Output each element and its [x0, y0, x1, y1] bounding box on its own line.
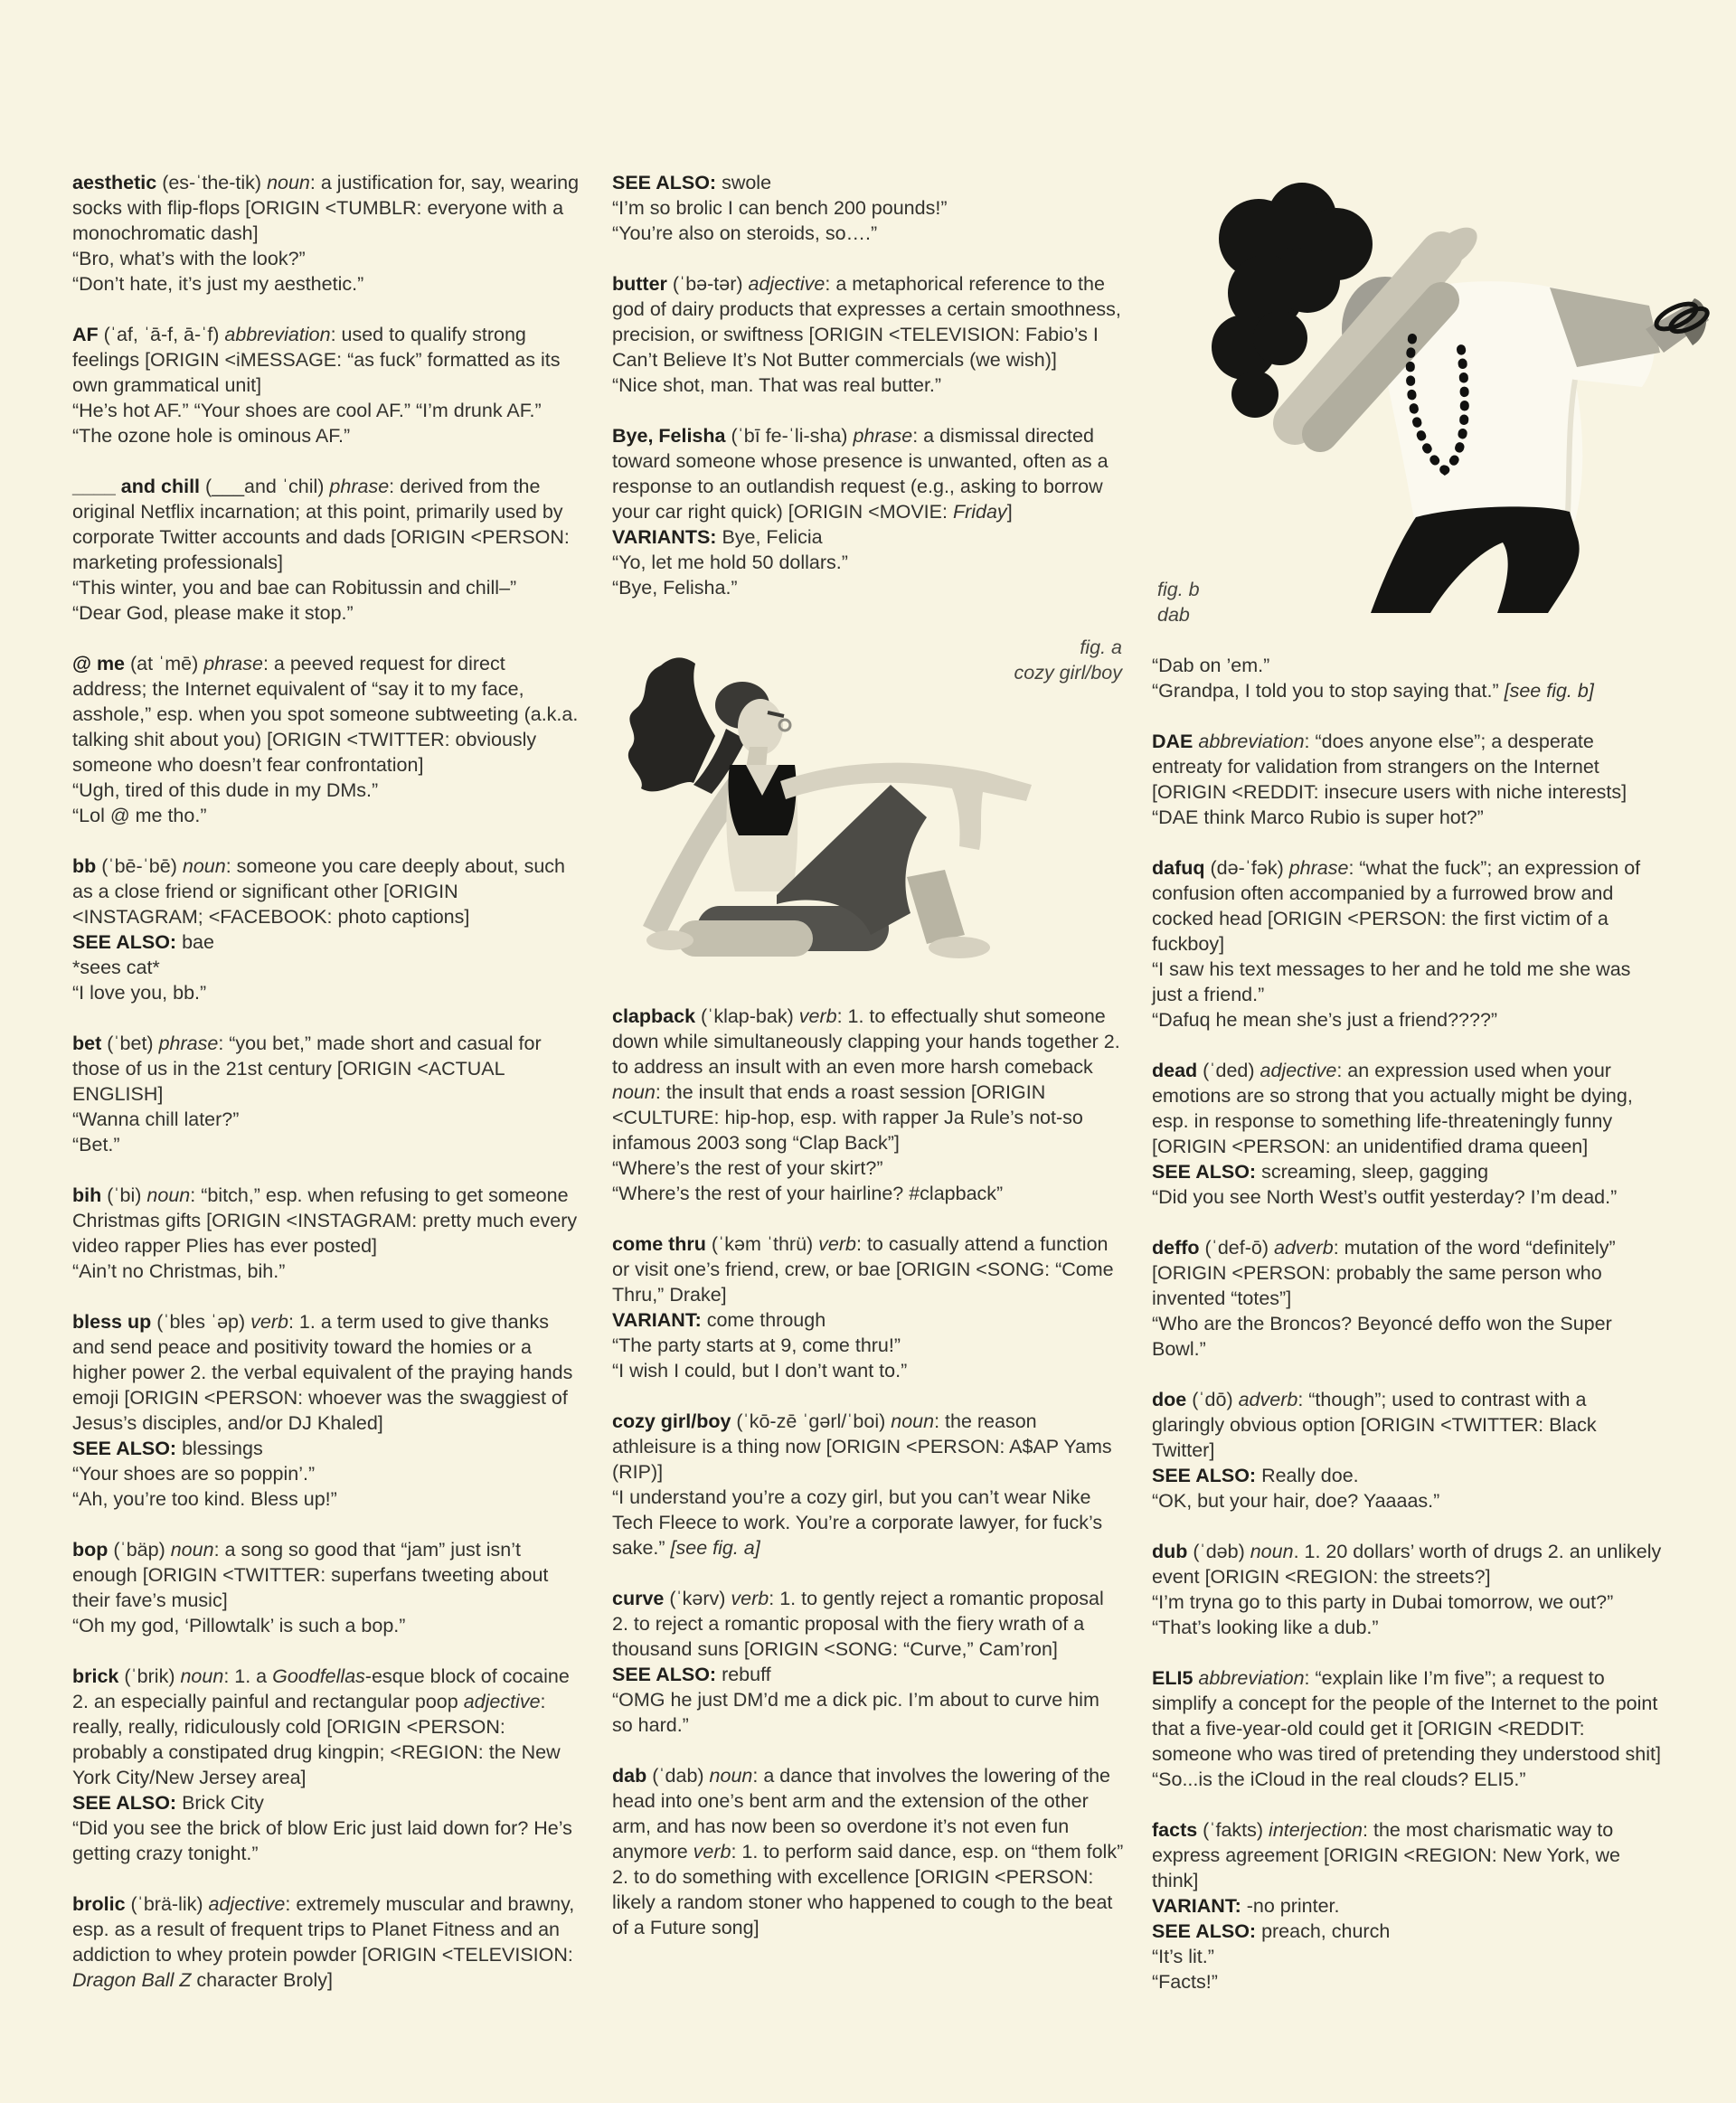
- entry-dub: [1152, 1539, 1664, 1640]
- entry-definition: bih (ˈbi) noun: “bitch,” esp. when refusing to get someone Christmas gifts [ORIGIN <INSTAGRAM: pretty much every video rapper Plies has ever posted]: [72, 1184, 578, 1257]
- entry-dab: [612, 1763, 1124, 1940]
- entry-line: “I’m so brolic I can bench 200 pounds!”: [612, 197, 948, 219]
- entry-definition: come thru (ˈkəm ˈthrü) verb: to casually attend a function or visit one’s friend, crew, or bae [ORIGIN <SONG: “Come Thru,” Drake]: [612, 1233, 1114, 1306]
- entry-dab-continued: [1152, 653, 1664, 703]
- entry-line: SEE ALSO: blessings: [72, 1438, 263, 1459]
- entry-line: “Bye, Felisha.”: [612, 577, 738, 599]
- entry-line: “So...is the iCloud in the real clouds? ELI5.”: [1152, 1768, 1526, 1790]
- entry-bop: [72, 1537, 584, 1638]
- entry-definition: ELI5 abbreviation: “explain like I’m five”; a request to simplify a concept for the people of the Internet to the point that a five-year-old could get it [ORIGIN <REDDIT: someone who was tired of pretending they understood shit]: [1152, 1667, 1661, 1765]
- entry-definition: curve (ˈkərv) verb: 1. to gently reject a romantic proposal 2. to reject a romantic proposal with the fiery wrath of a thousand suns [ORIGIN <SONG: “Curve,” Cam’ron]: [612, 1588, 1104, 1660]
- entry-line: SEE ALSO: rebuff: [612, 1664, 771, 1685]
- entry-line: SEE ALSO: bae: [72, 931, 214, 953]
- entry-dafuq: [1152, 855, 1664, 1033]
- cozy-girl-illustration: [599, 649, 1088, 971]
- entry-line: “Who are the Broncos? Beyoncé deffo won the Super Bowl.”: [1152, 1313, 1612, 1360]
- entry-brick: [72, 1664, 584, 1866]
- entry-definition: Bye, Felisha (ˈbī fe-ˈli-sha) phrase: a dismissal directed toward someone whose presence is unwanted, often as a response to an outlandish request (e.g., asking to borrow your car right quick) [ORIGIN <MOVIE: Friday]: [612, 425, 1109, 523]
- entry-definition: dead (ˈded) adjective: an expression used when your emotions are so strong that you actually might be dying, esp. in response to something life-threateningly funny [ORIGIN <PERSON: an unidentified drama queen]: [1152, 1060, 1633, 1157]
- entry-definition: brick (ˈbrik) noun: 1. a Goodfellas-esque block of cocaine 2. an especially painful and rectangular poop adjective: really, really, ridiculously cold [ORIGIN <PERSON: probably a constipated drug kingpin; <REGION: the New York City/New Jersey area]: [72, 1665, 570, 1788]
- entry-line: SEE ALSO: preach, church: [1152, 1920, 1391, 1942]
- entry-line: “You’re also on steroids, so….”: [612, 222, 878, 244]
- entry-line: SEE ALSO: Brick City: [72, 1792, 264, 1814]
- entry-definition: butter (ˈbə-tər) adjective: a metaphorical reference to the god of dairy products that expresses a certain smoothness, precision, or swiftness [ORIGIN <TELEVISION: Fabio’s I Can’t Believe It’s Not Butter commercials (we wish)]: [612, 273, 1121, 371]
- entry-deffo: [1152, 1235, 1664, 1362]
- entry-definition: dub (ˈdəb) noun. 1. 20 dollars’ worth of drugs 2. an unlikely event [ORIGIN <REGION: the streets?]: [1152, 1541, 1662, 1588]
- entry-line: “OK, but your hair, doe? Yaaaas.”: [1152, 1490, 1440, 1512]
- entry-line: SEE ALSO: Really doe.: [1152, 1465, 1359, 1486]
- entry-line: “That’s looking like a dub.”: [1152, 1617, 1379, 1638]
- entry-line: “I love you, bb.”: [72, 982, 207, 1004]
- entry-line: “I wish I could, but I don’t want to.”: [612, 1360, 908, 1382]
- column-2: [612, 170, 1124, 1966]
- entry-line: “DAE think Marco Rubio is super hot?”: [1152, 806, 1484, 828]
- figure-a-label: fig. a: [1080, 637, 1122, 658]
- entry-definition: deffo (ˈdef-ō) adverb: mutation of the word “definitely” [ORIGIN <PERSON: probably the same person who invented “totes”]: [1152, 1237, 1616, 1309]
- entry-definition: clapback (ˈklap-bak) verb: 1. to effectually shut someone down while simultaneously clapping your hands together 2. to address an insult with an even more harsh comeback noun: the insult that ends a roast session [ORIGIN <CULTURE: hip-hop, esp. with rapper Ja Rule’s not-so infamous 2003 song “Clap Back”]: [612, 1005, 1120, 1154]
- entry-at-me: [72, 651, 584, 828]
- entry-line: “Dear God, please make it stop.”: [72, 602, 354, 624]
- figure-a-cozy-girl: [612, 626, 1124, 980]
- entry-and-chill: [72, 474, 584, 626]
- entry-line: “Don’t hate, it’s just my aesthetic.”: [72, 273, 364, 295]
- entry-line: “Where’s the rest of your hairline? #clapback”: [612, 1183, 1004, 1204]
- entry-doe: [1152, 1387, 1664, 1514]
- entry-line: “I understand you’re a cozy girl, but you can’t wear Nike Tech Fleece to work. You’re a corporate lawyer, for fuck’s sake.” [see fig. a]: [612, 1486, 1103, 1559]
- entry-line: “The party starts at 9, come thru!”: [612, 1334, 901, 1356]
- figure-b-caption-text: dab: [1157, 604, 1190, 626]
- entry-line: “The ozone hole is ominous AF.”: [72, 425, 351, 447]
- figure-b-label: fig. b: [1157, 579, 1200, 600]
- entry-line: “Ugh, tired of this dude in my DMs.”: [72, 779, 379, 801]
- entry-aesthetic: [72, 170, 584, 297]
- entry-cozy-girl-boy: [612, 1409, 1124, 1561]
- entry-line: “I saw his text messages to her and he told me she was just a friend.”: [1152, 958, 1631, 1005]
- entry-definition: doe (ˈdō) adverb: “though”; used to contrast with a glaringly obvious option [ORIGIN <TWITTER: Black Twitter]: [1152, 1389, 1597, 1461]
- entry-definition: cozy girl/boy (ˈkō-zē ˈgərl/ˈboi) noun: the reason athleisure is a thing now [ORIGIN <PERSON: A$AP Yams (RIP)]: [612, 1410, 1112, 1483]
- entry-definition: dafuq (də-ˈfək) phrase: “what the fuck”; an expression of confusion often accompanied by a furrowed brow and cocked head [ORIGIN <PERSON: the first victim of a fuckboy]: [1152, 857, 1641, 955]
- entry-line: “Wanna chill later?”: [72, 1108, 240, 1130]
- entry-line: “Your shoes are so poppin’.”: [72, 1463, 316, 1485]
- entry-line: “Lol @ me tho.”: [72, 805, 207, 826]
- entry-definition: @ me (at ˈmē) phrase: a peeved request for direct address; the Internet equivalent of “say it to my face, asshole,” esp. when you spot someone subtweeting (a.k.a. talking shit about you) [ORIGIN <TWITTER: obviously someone who doesn’t fear confrontation]: [72, 653, 579, 776]
- entry-definition: bb (ˈbē-ˈbē) noun: someone you care deeply about, such as a close friend or significant other [ORIGIN <INSTAGRAM; <FACEBOOK: photo captions]: [72, 855, 565, 928]
- entry-line: “Yo, let me hold 50 dollars.”: [612, 552, 848, 573]
- entry-bless-up: [72, 1309, 584, 1512]
- entry-definition: bless up (ˈbles ˈəp) verb: 1. a term used to give thanks and send peace and positivity toward the homies or a higher power 2. the verbal equivalent of the praying hands emoji [ORIGIN <PERSON: whoever was the swaggiest of Jesus’s disciples, and/or DJ Khaled]: [72, 1311, 573, 1434]
- entry-eli5: [1152, 1665, 1664, 1792]
- entry-line: VARIANT: come through: [612, 1309, 826, 1331]
- entry-clapback: [612, 1004, 1124, 1206]
- entry-line: “Facts!”: [1152, 1971, 1218, 1993]
- entry-line: “Nice shot, man. That was real butter.”: [612, 374, 942, 396]
- entry-line: VARIANT: -no printer.: [1152, 1895, 1340, 1917]
- dab-illustration: [1143, 152, 1712, 613]
- entry-line: “Bro, what’s with the look?”: [72, 248, 306, 269]
- entry-line: “This winter, you and bae can Robitussin and chill–”: [72, 577, 517, 599]
- entry-af: [72, 322, 584, 448]
- figure-a-caption-text: cozy girl/boy: [1014, 662, 1122, 684]
- entry-dead: [1152, 1058, 1664, 1210]
- entry-line: “Did you see North West’s outfit yesterday? I’m dead.”: [1152, 1186, 1618, 1208]
- entry-line: “Ain’t no Christmas, bih.”: [72, 1260, 286, 1282]
- entry-definition: AF (ˈaf, ˈā-f, ā-ˈf) abbreviation: used to qualify strong feelings [ORIGIN <iMESSAGE: “as fuck” formatted as its own grammatical unit]: [72, 324, 561, 396]
- entry-come-thru: [612, 1231, 1124, 1383]
- entry-curve: [612, 1586, 1124, 1738]
- entry-brolic: [72, 1891, 584, 1993]
- entry-line: VARIANTS: Bye, Felicia: [612, 526, 823, 548]
- entry-line: SEE ALSO: screaming, sleep, gagging: [1152, 1161, 1489, 1183]
- entry-definition: ____ and chill (___and ˈchil) phrase: derived from the original Netflix incarnation; at this point, primarily used by corporate Twitter accounts and dads [ORIGIN <PERSON: marketing professionals]: [72, 476, 570, 573]
- column-3: [1152, 170, 1664, 2020]
- entry-definition: DAE abbreviation: “does anyone else”; a desperate entreaty for validation from strangers on the Internet [ORIGIN <REDDIT: insecure users with niche interests]: [1152, 731, 1628, 803]
- entry-dae: [1152, 729, 1664, 830]
- entry-brolic-continued: [612, 170, 1124, 246]
- entry-definition: brolic (ˈbrä-lik) adjective: extremely muscular and brawny, esp. as a result of frequent trips to Planet Fitness and an addiction to whey protein powder [ORIGIN <TELEVISION: Dragon Ball Z character Broly]: [72, 1893, 575, 1991]
- entry-bb: [72, 853, 584, 1005]
- entry-line: “It’s lit.”: [1152, 1946, 1214, 1967]
- entry-definition: bop (ˈbäp) noun: a song so good that “jam” just isn’t enough [ORIGIN <TWITTER: superfans tweeting about their fave’s music]: [72, 1539, 549, 1611]
- entry-line: *sees cat*: [72, 957, 160, 978]
- entry-bet: [72, 1031, 584, 1157]
- entry-bih: [72, 1183, 584, 1284]
- entry-definition: dab (ˈdab) noun: a dance that involves the lowering of the head into one’s bent arm and the extension of the other arm, and has now been so overdone it’s not even fun anymore verb: 1. to perform said dance, esp. on “them folk” 2. to do something with excellence [ORIGIN <PERSON: likely a random stoner who happened to cough to the beat of a Future song]: [612, 1765, 1124, 1938]
- entry-line: “Grandpa, I told you to stop saying that.” [see fig. b]: [1152, 680, 1594, 702]
- entry-definition: facts (ˈfakts) interjection: the most charismatic way to express agreement [ORIGIN <REGION: New York, we think]: [1152, 1819, 1620, 1891]
- entry-line: “Dafuq he mean she’s just a friend????”: [1152, 1009, 1498, 1031]
- entry-line: “Bet.”: [72, 1134, 120, 1155]
- entry-line: “I’m tryna go to this party in Dubai tomorrow, we out?”: [1152, 1591, 1614, 1613]
- entry-line: “Where’s the rest of your skirt?”: [612, 1157, 883, 1179]
- entry-facts: [1152, 1817, 1664, 1995]
- entry-line: “Ah, you’re too kind. Bless up!”: [72, 1488, 337, 1510]
- entry-line: “Did you see the brick of blow Eric just laid down for? He’s getting crazy tonight.”: [72, 1817, 572, 1864]
- entry-bye-felisha: [612, 423, 1124, 600]
- entry-line: “OMG he just DM’d me a dick pic. I’m about to curve him so hard.”: [612, 1689, 1099, 1736]
- entry-definition: aesthetic (es-ˈthe-tik) noun: a justification for, say, wearing socks with flip-flops [ORIGIN <TUMBLR: everyone with a monochromatic dash]: [72, 172, 580, 244]
- entry-butter: [612, 271, 1124, 398]
- figure-b-dab: [1152, 170, 1664, 633]
- entry-definition: bet (ˈbet) phrase: “you bet,” made short and casual for those of us in the 21st century [ORIGIN <ACTUAL ENGLISH]: [72, 1033, 542, 1105]
- entry-line: SEE ALSO: swole: [612, 172, 772, 193]
- entry-line: “Oh my god, ‘Pillowtalk’ is such a bop.”: [72, 1615, 406, 1636]
- entry-line: “Dab on ’em.”: [1152, 655, 1270, 676]
- entry-line: “He’s hot AF.” “Your shoes are cool AF.” “I’m drunk AF.”: [72, 400, 542, 421]
- column-1: [72, 170, 584, 2018]
